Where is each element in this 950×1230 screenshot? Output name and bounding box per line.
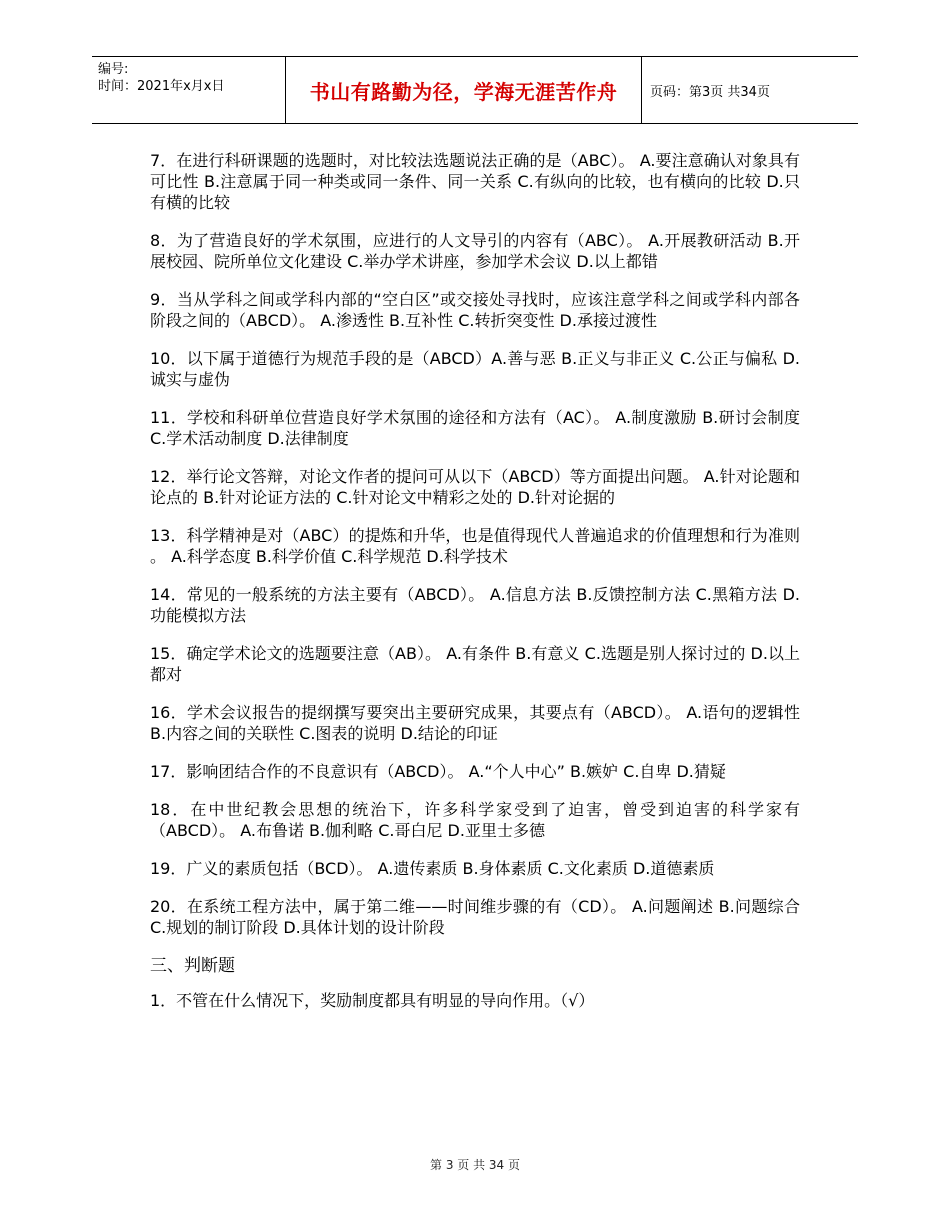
section-title: 三、判断题 — [150, 956, 235, 976]
question-11: 11．学校和科研单位营造良好学术氛围的途径和方法有（AC）。 A.制度激励 B.研讨会制度 C.学术活动制度 D.法律制度 — [150, 408, 800, 448]
question-18: 18．在中世纪教会思想的统治下，许多科学家受到了迫害，曾受到迫害的科学家有（ABCD）。 A.布鲁诺 B.伽利略 C.哥白尼 D.亚里士多德 — [150, 800, 800, 840]
question-17: 17．影响团结合作的不良意识有（ABCD）。 A.“个人中心” B.嫉妒 C.自卑 D.猜疑 — [150, 762, 726, 781]
question-12: 12．举行论文答辩，对论文作者的提问可从以下（ABCD）等方面提出问题。 A.针对论题和论点的 B.针对论证方法的 C.针对论文中精彩之处的 D.针对论据的 — [150, 467, 800, 507]
page-footer: 第 3 页 共 34 页 — [430, 1158, 520, 1172]
question-10: 10．以下属于道德行为规范手段的是（ABCD）A.善与恶 B.正义与非正义 C.公正与偏私 D.诚实与虚伪 — [150, 349, 800, 389]
question-15: 15．确定学术论文的选题要注意（AB）。 A.有条件 B.有意义 C.选题是别人探讨过的 D.以上都对 — [150, 644, 800, 684]
header-meta — [92, 57, 286, 123]
question-13: 13．科学精神是对（ABC）的提炼和升华，也是值得现代人普遍追求的价值理想和行为准则 。 A.科学态度 B.科学价值 C.科学规范 D.科学技术 — [150, 526, 800, 566]
question-8: 8．为了营造良好的学术氛围，应进行的人文导引的内容有（ABC）。 A.开展教研活动 B.开展校园、院所单位文化建设 C.举办学术讲座，参加学术会议 D.以上都错 — [150, 231, 800, 271]
document-body — [150, 150, 800, 1028]
question-7: 7．在进行科研课题的选题时，对比较法选题说法正确的是（ABC）。 A.要注意确认对象具有可比性 B.注意属于同一种类或同一条件、同一关系 C.有纵向的比较，也有横向的比较 D.只有横的比较 — [150, 151, 800, 212]
number-label: 编号: — [98, 62, 129, 77]
time-label: 时间：2021年x月x日 — [98, 79, 225, 94]
page-info: 页码：第3页 共34页 — [650, 84, 770, 100]
header-page-cell — [642, 57, 858, 123]
motto-text: 书山有路勤为径，学海无涯苦作舟 — [309, 79, 618, 104]
question-20: 20．在系统工程方法中，属于第二维——时间维步骤的有（CD）。 A.问题阐述 B.问题综合 C.规划的制订阶段 D.具体计划的设计阶段 — [150, 897, 800, 937]
page-header — [92, 56, 858, 124]
judgement-1: 1．不管在什么情况下，奖励制度都具有明显的导向作用。（√） — [150, 991, 595, 1010]
question-14: 14．常见的一般系统的方法主要有（ABCD）。 A.信息方法 B.反馈控制方法 C.黑箱方法 D.功能模拟方法 — [150, 585, 800, 625]
question-16: 16．学术会议报告的提纲撰写要突出主要研究成果，其要点有（ABCD）。 A.语句的逻辑性 B.内容之间的关联性 C.图表的说明 D.结论的印证 — [150, 703, 800, 743]
question-19: 19．广义的素质包括（BCD）。 A.遗传素质 B.身体素质 C.文化素质 D.道德素质 — [150, 859, 715, 878]
header-motto-cell — [286, 57, 642, 123]
question-9: 9．当从学科之间或学科内部的“空白区”或交接处寻找时，应该注意学科之间或学科内部各阶段之间的（ABCD）。 A.渗透性 B.互补性 C.转折突变性 D.承接过渡性 — [150, 290, 800, 330]
